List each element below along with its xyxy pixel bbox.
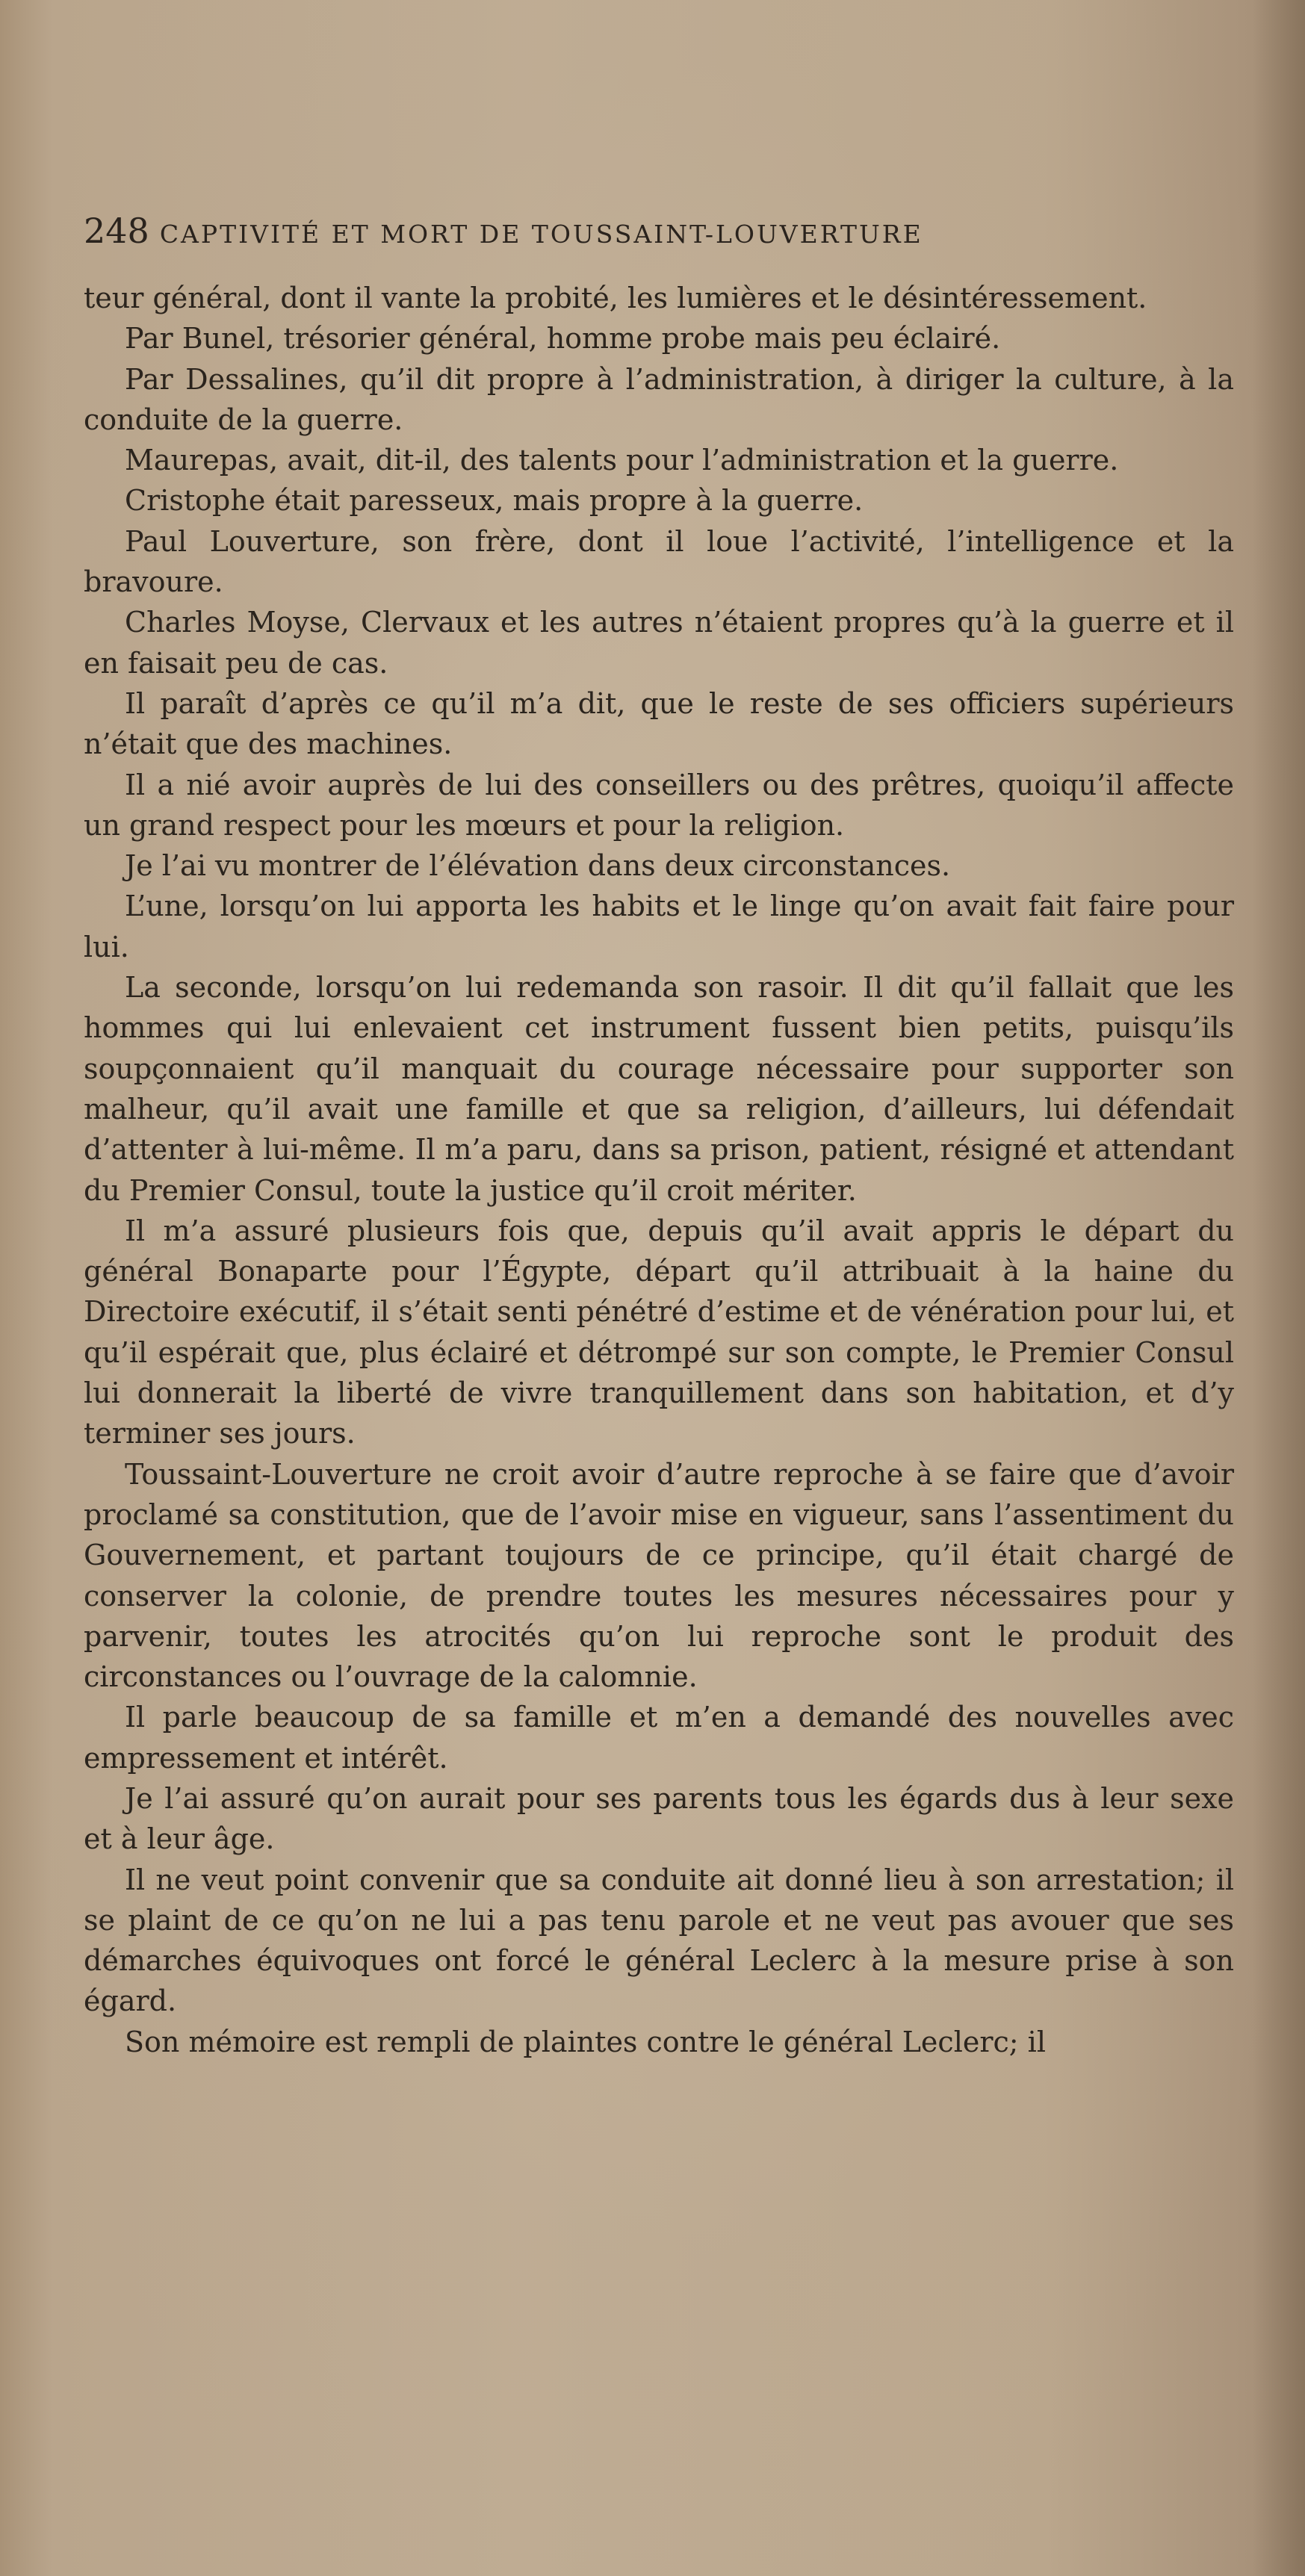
paragraph: Charles Moyse, Clervaux et les autres n’étaient propres qu’à la guerre et il en faisait peu de cas.	[84, 606, 1234, 680]
paragraph: Par Dessalines, qu’il dit propre à l’administration, à diriger la culture, à la conduite de la guerre.	[84, 362, 1234, 436]
paragraph: Son mémoire est rempli de plaintes contre le général Leclerc; il	[125, 2025, 1046, 2058]
paragraph: Il m’a assuré plusieurs fois que, depuis qu’il avait appris le départ du général Bonaparte pour l’Égypte, départ qu’il attribuait à la haine du Directoire exécutif, il s’était senti pénétré d’estime et de vénération pour lui, et qu’il espérait que, plus éclairé et détrompé sur son compte, le Premier Consul lui donnerait la liberté de vivre tranquillement dans son habitation, et d’y terminer ses jours.	[84, 1214, 1234, 1450]
paragraph: Il paraît d’après ce qu’il m’a dit, que le reste de ses officiers supérieurs n’était que des machines.	[84, 686, 1234, 761]
paragraph: Paul Louverture, son frère, dont il loue l’activité, l’intelligence et la bravoure.	[84, 524, 1234, 599]
paragraph: Toussaint-Louverture ne croit avoir d’autre reproche à se faire que d’avoir proclamé sa constitution, que de l’avoir mise en vigueur, sans l’assentiment du Gouvernement, et partant toujours de ce principe, qu’il était chargé de conserver la colonie, de prendre toutes les mesures nécessaires pour y parvenir, toutes les atrocités qu’on lui reproche sont le produit des circonstances ou l’ouvrage de la calomnie.	[84, 1457, 1234, 1694]
paragraph: Je l’ai assuré qu’on aurait pour ses parents tous les égards dus à leur sexe et à leur âge.	[84, 1781, 1234, 1856]
paragraph: Par Bunel, trésorier général, homme probe mais peu éclairé.	[125, 322, 1001, 356]
paragraph: Je l’ai vu montrer de l’élévation dans deux circonstances.	[125, 849, 951, 883]
paragraph: Maurepas, avait, dit-il, des talents pour l’administration et la guerre.	[125, 444, 1119, 477]
paragraph: Il a nié avoir auprès de lui des conseillers ou des prêtres, quoiqu’il affecte un grand respect pour les mœurs et pour la religion.	[84, 768, 1234, 842]
paragraph: teur général, dont il vante la probité, les lumières et le désintéressement.	[84, 282, 1147, 314]
paragraph: La seconde, lorsqu’on lui redemanda son rasoir. Il dit qu’il fallait que les hommes qui lui enlevaient cet instrument fussent bien petits, puisqu’ils soupçonnaient qu’il manquait du courage nécessaire pour supporter son malheur, qu’il avait une famille et que sa religion, d’ailleurs, lui défendait d’attenter à lui-même. Il m’a paru, dans sa prison, patient, résigné et attendant du Premier Consul, toute la justice qu’il croit mériter.	[84, 971, 1234, 1207]
running-title: CAPTIVITÉ ET MORT DE TOUSSAINT-LOUVERTURE	[159, 220, 923, 249]
page-number: 248	[84, 211, 149, 251]
paragraph: Il ne veut point convenir que sa conduite ait donné lieu à son arrestation; il se plaint de ce qu’on ne lui a pas tenu parole et ne veut pas avouer que ses démarches équivoques ont forcé le général Leclerc à la mesure prise à son égard.	[84, 1863, 1234, 2018]
paragraph: L’une, lorsqu’on lui apporta les habits et le linge qu’on avait fait faire pour lui.	[84, 890, 1234, 963]
body-text	[84, 278, 1234, 2062]
paragraph: Il parle beaucoup de sa famille et m’en a demandé des nouvelles avec empressement et intérêt.	[84, 1701, 1234, 1775]
page-header	[84, 211, 1234, 251]
paragraph: Cristophe était paresseux, mais propre à la guerre.	[125, 484, 864, 518]
